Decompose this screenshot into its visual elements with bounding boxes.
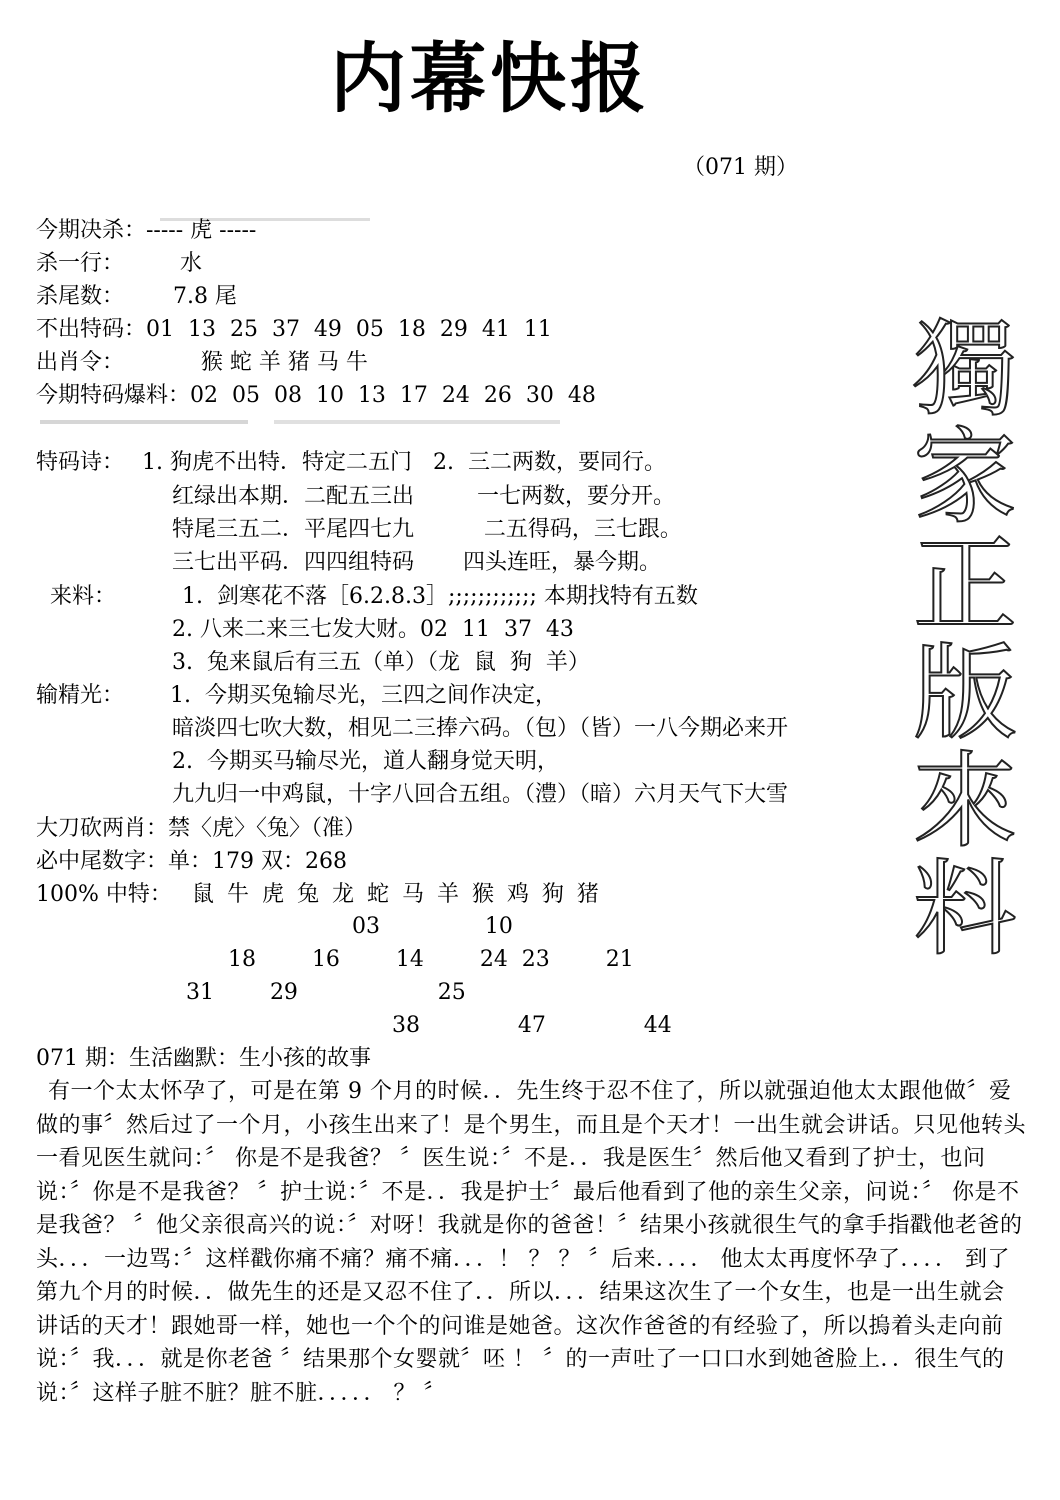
source-line: 1. 剑寒花不落［6.2.8.3］;;;;;;;;;;;; 本期找特有五数 [182, 584, 698, 609]
page-title: 内幕快报 [330, 34, 650, 123]
lose-line: 2. 今期买马输尽光，道人翻身觉天明， [172, 749, 559, 774]
tail-digits-row: 必中尾数字：单：179 双：268 [36, 849, 347, 874]
hundred-numbers: 18 16 14 24 23 21 [228, 947, 634, 972]
banner-char: 來 [912, 740, 1017, 862]
banner-char: 獨 [912, 308, 1017, 430]
zodiac-order-row: 出肖令： 猴 蛇 羊 猪 马 牛 [36, 350, 368, 375]
kill-tail-row: 杀尾数： 7.8 尾 [36, 284, 237, 309]
lose-line: 暗淡四七吹大数，相见二三捧六码。（包）（皆）一八今期必来开 [172, 716, 789, 741]
banner-char: 料 [912, 848, 1017, 970]
poem-line: 特尾三五二．平尾四七九 二五得码，三七跟。 [172, 517, 682, 542]
big-knife-row: 大刀砍两肖：禁〈虎〉〈兔〉（准） [36, 816, 367, 841]
kill-element-row: 杀一行： 水 [36, 251, 202, 276]
issue-number: （071 期） [683, 155, 798, 180]
poem-line: 三七出平码．四四组特码 四头连旺，暴今期。 [172, 550, 661, 575]
side-banner [900, 308, 1030, 970]
story-title: 071 期：生活幽默：生小孩的故事 [36, 1046, 371, 1071]
source-line: 3. 兔来鼠后有三五（单）（龙 鼠 狗 羊） [172, 650, 590, 675]
hundred-zodiacs: 鼠 牛 虎 兔 龙 蛇 马 羊 猴 鸡 狗 猪 [192, 882, 602, 907]
lose-label: 输精光： [36, 683, 125, 708]
banner-char: 版 [912, 632, 1017, 754]
banner-char: 正 [912, 524, 1017, 646]
hundred-label: 100% 中特： [36, 882, 172, 907]
special-reveal-row: 今期特码爆料：02 05 08 10 13 17 24 26 30 48 [36, 383, 596, 408]
hundred-numbers: 38 47 44 [392, 1013, 672, 1038]
banner-char: 家 [912, 416, 1017, 538]
poem-line: 1. 狗虎不出特．特定二五门 2. 三二两数，要同行。 [142, 450, 666, 475]
lose-line: 九九归一中鸡鼠，十字八回合五组。（澧）（暗）六月天气下大雪 [172, 782, 789, 807]
kill-row: 今期决杀：----- 虎 ----- [36, 218, 257, 243]
no-special-row: 不出特码：01 13 25 37 49 05 18 29 41 11 [36, 317, 552, 342]
lose-line: 1. 今期买兔输尽光，三四之间作决定， [170, 683, 557, 708]
source-line: 2. 八来二来三七发大财。02 11 37 43 [172, 617, 574, 642]
poem-line: 红绿出本期．二配五三出 一七两数，要分开。 [172, 484, 675, 509]
scan-artifact [40, 420, 560, 424]
hundred-numbers: 31 29 25 [186, 980, 466, 1005]
source-label: 来料： [50, 584, 117, 609]
story-body: 有一个太太怀孕了，可是在第 9 个月的时候．．先生终于忍不住了，所以就强迫他太太跟他做〞爱做的事〞然后过了一个月，小孩生出来了！是个男生，而且是个天才！一出生就会讲话。只见他转头一看见医生就问：〞 你是不是我爸？ 〞医生说：〞不是．．我是医生〞然后他又看到了护士，也问说：〞你是不是我爸？ 〞护士说：〞不是．．我是护士〞最后他看到了他的亲生父亲，问说：〞 你是不是我爸？ 〞他父亲很高兴的说：〞对呀！我就是你的爸爸！〞结果小孩就很生气的拿手指戳他老爸的头．．．一边骂：〞这样戳你痛不痛？痛不痛．．．！ ？ ？ 〞后来．．．． 他太太再度怀孕了．．．． 到了第九个月的时候．．做先生的还是又忍不住了．．所以．．．结果这次生了一个女生，也是一出生就会讲话的天才！跟她哥一样，她也一个个的问谁是她爸。这次作爸爸的有经验了，所以摀着头走向前说：〞我．．．就是你老爸 〞结果那个女婴就〞呸 ！ 〞的一声吐了一口口水到她爸脸上．．很生气的说：〞这样子脏不脏？脏不脏．．．．． ？ 〞 [36, 1079, 1027, 1406]
poem-label: 特码诗： [36, 450, 125, 475]
hundred-numbers: 03 10 [352, 914, 513, 939]
